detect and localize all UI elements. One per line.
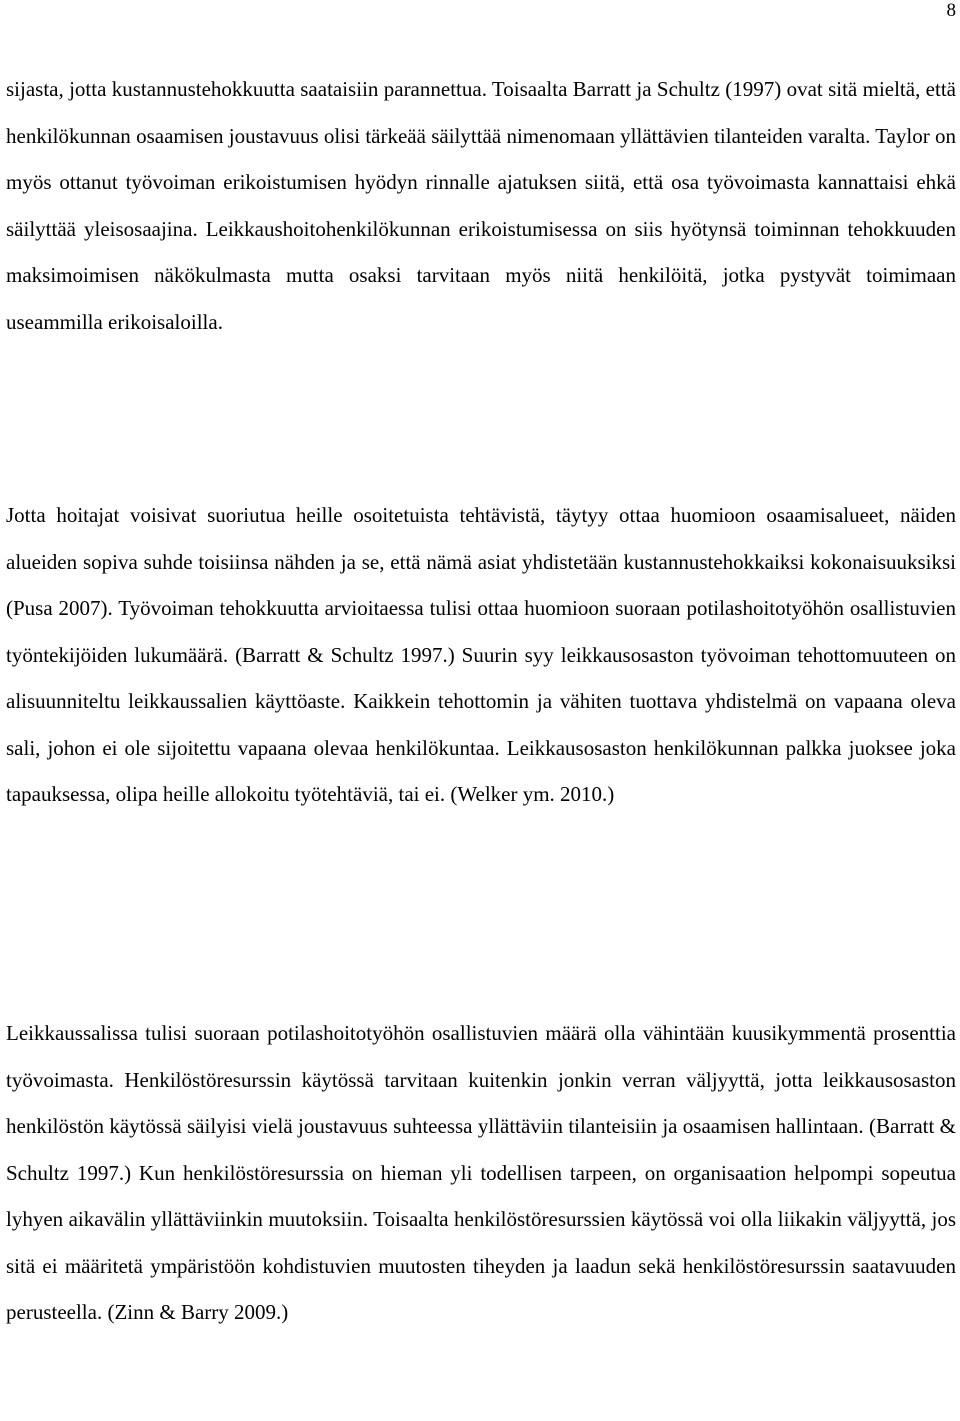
paragraph-3: Leikkaussalissa tulisi suoraan potilashoitotyöhön osallistuvien määrä olla vähintään kuusikymmentä prosenttia työvoimasta. Henkilöstöresurssin käytössä tarvitaan kuitenkin jonkin verran väljyyttä, jotta leikkausosaston henkilöstön käytössä säilyisi vielä joustavuus suhteessa yllättäviin tilanteisiin ja osaamisen hallintaan. (Barratt & Schultz 1997.) Kun henkilöstöresurssia on hieman yli todellisen tarpeen, on organisaation helpompi sopeutua lyhyen aikavälin yllättäviinkin muutoksiin. Toisaalta henkilöstöresurssien käytössä voi olla liikakin väljyyttä, jos sitä ei määritetä ympäristöön kohdistuvien muutosten tiheyden ja laadun sekä henkilöstöresurssin saatavuuden perusteella. (Zinn & Barry 2009.) xyxy=(6,1021,956,1324)
page-number: 8 xyxy=(946,0,956,21)
paragraph-2: Jotta hoitajat voisivat suoriutua heille osoitetuista tehtävistä, täytyy ottaa huomioon osaamisalueet, näiden alueiden sopiva suhde toisiinsa nähden ja se, että nämä asiat yhdistetään kustannustehokkaiksi kokonaisuuksiksi (Pusa 2007). Työvoiman tehokkuutta arvioitaessa tulisi ottaa huomioon suoraan potilashoitotyöhön osallistuvien työntekijöiden lukumäärä. (Barratt & Schultz 1997.) Suurin syy leikkausosaston työvoiman tehottomuuteen on alisuunniteltu leikkaussalien käyttöaste. Kaikkein tehottomin ja vähiten tuottava yhdistelmä on vapaana oleva sali, johon ei ole sijoitettu vapaana olevaa henkilökuntaa. Leikkausosaston henkilökunnan palkka juoksee joka tapauksessa, olipa heille allokoitu työtehtäviä, tai ei. (Welker ym. 2010.) xyxy=(6,503,956,806)
paragraph-1: sijasta, jotta kustannustehokkuutta saataisiin parannettua. Toisaalta Barratt ja Schultz (1997) ovat sitä mieltä, että henkilökunnan osaamisen joustavuus olisi tärkeää säilyttää nimenomaan yllättävien tilanteiden varalta. Taylor on myös ottanut työvoiman erikoistumisen hyödyn rinnalle ajatuksen siitä, että osa työvoimasta kannattaisi ehkä säilyttää yleisosaajina. Leikkaushoitohenkilökunnan erikoistumisessa on siis hyötynsä toiminnan tehokkuuden maksimoimisen näkökulmasta mutta osaksi tarvitaan myös niitä henkilöitä, jotka pystyvät toimimaan useammilla erikoisaloilla. xyxy=(6,77,956,334)
